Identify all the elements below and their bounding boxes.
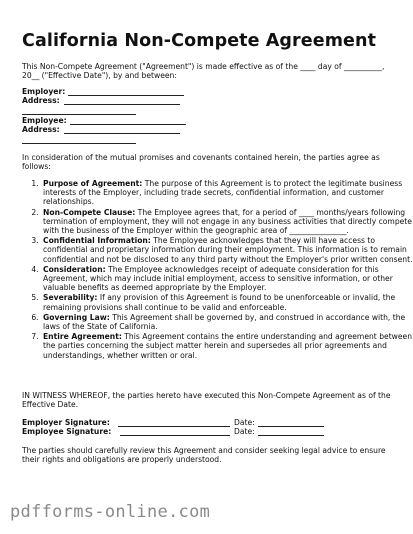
term-item	[41, 293, 413, 311]
term-heading: Consideration:	[43, 264, 106, 274]
term-text: The Employee acknowledges that they will have access to confidential and proprietary information during their employment. This information is to remain confidential and not be disclosed to any third party without the Employer's prior written consent.	[43, 236, 413, 264]
employee-address-label: Address:	[22, 125, 60, 134]
term-text: This Agreement shall be governed by, and construed in accordance with, the laws of the State of California.	[43, 312, 406, 332]
term-text: This Agreement contains the entire understanding and agreement between the parties concerning the subject matter herein and supersedes all prior agreements and understandings, whether written or oral.	[43, 332, 413, 360]
watermark: pdfforms-online.com	[10, 502, 211, 522]
document-title: California Non-Compete Agreement	[22, 31, 377, 51]
term-heading: Purpose of Agreement:	[43, 179, 143, 188]
term-heading: Non-Compete Clause:	[43, 207, 136, 217]
term-text: The purpose of this Agreement is to protect the legitimate business interests of the Employer, including trade secrets, confidential information, and customer relationships.	[43, 179, 403, 207]
employee-date-line[interactable]	[258, 435, 324, 436]
term-heading: Governing Law:	[43, 312, 110, 322]
term-item	[41, 265, 413, 293]
employer-date-label: Date:	[234, 418, 255, 427]
employer-name-line[interactable]	[68, 95, 184, 96]
term-text: The Employee agrees that, for a period of ____ months/years following termination of employment, they will not engage in any business activities that directly compete with the business of the Employer within the geographic area of _______________.	[43, 207, 412, 236]
term-heading: Severability:	[43, 293, 98, 303]
employer-address-label: Address:	[22, 96, 60, 105]
employee-signature-label: Employee Signature:	[22, 427, 112, 436]
terms-list	[22, 179, 413, 361]
intro-paragraph: This Non-Compete Agreement ("Agreement") is made effective as of the ____ day of __________, 20__ ("Effective Date"), by and between:	[22, 62, 385, 81]
employee-name-line[interactable]	[70, 124, 186, 125]
employer-date-line[interactable]	[258, 426, 324, 427]
employer-label: Employer:	[22, 87, 66, 96]
employee-label: Employee:	[22, 116, 67, 125]
employer-signature-label: Employer Signature:	[22, 418, 110, 427]
term-heading: Entire Agreement:	[43, 332, 122, 342]
term-item	[41, 236, 413, 264]
term-text: If any provision of this Agreement is found to be unenforceable or invalid, the remaining provisions shall continue to be valid and enforceable.	[43, 293, 396, 312]
term-heading: Confidential Information:	[43, 236, 151, 246]
employee-date-label: Date:	[234, 427, 255, 436]
witness-paragraph: IN WITNESS WHEREOF, the parties hereto have executed this Non-Compete Agreement as of the Effective Date.	[22, 391, 391, 410]
closing-paragraph: The parties should carefully review this Agreement and consider seeking legal advice to ensure their rights and obligations are properly understood.	[22, 446, 386, 465]
employer-address-line-2[interactable]	[22, 114, 136, 115]
term-item	[41, 313, 413, 331]
employer-address-line-1[interactable]	[64, 104, 180, 105]
consideration-paragraph: In consideration of the mutual promises and covenants contained herein, the parties agree as follows:	[22, 153, 380, 172]
employee-signature-line[interactable]	[120, 435, 230, 436]
term-item	[41, 332, 413, 360]
term-item	[41, 179, 413, 207]
employee-address-line-1[interactable]	[64, 133, 180, 134]
employer-signature-line[interactable]	[118, 426, 230, 427]
term-item	[41, 208, 413, 236]
employee-address-line-2[interactable]	[22, 143, 136, 144]
term-text: The Employee acknowledges receipt of adequate consideration for this Agreement, which may include initial employment, access to sensitive information, or other valuable benefits as deemed appropriate by the Employer.	[43, 264, 393, 293]
